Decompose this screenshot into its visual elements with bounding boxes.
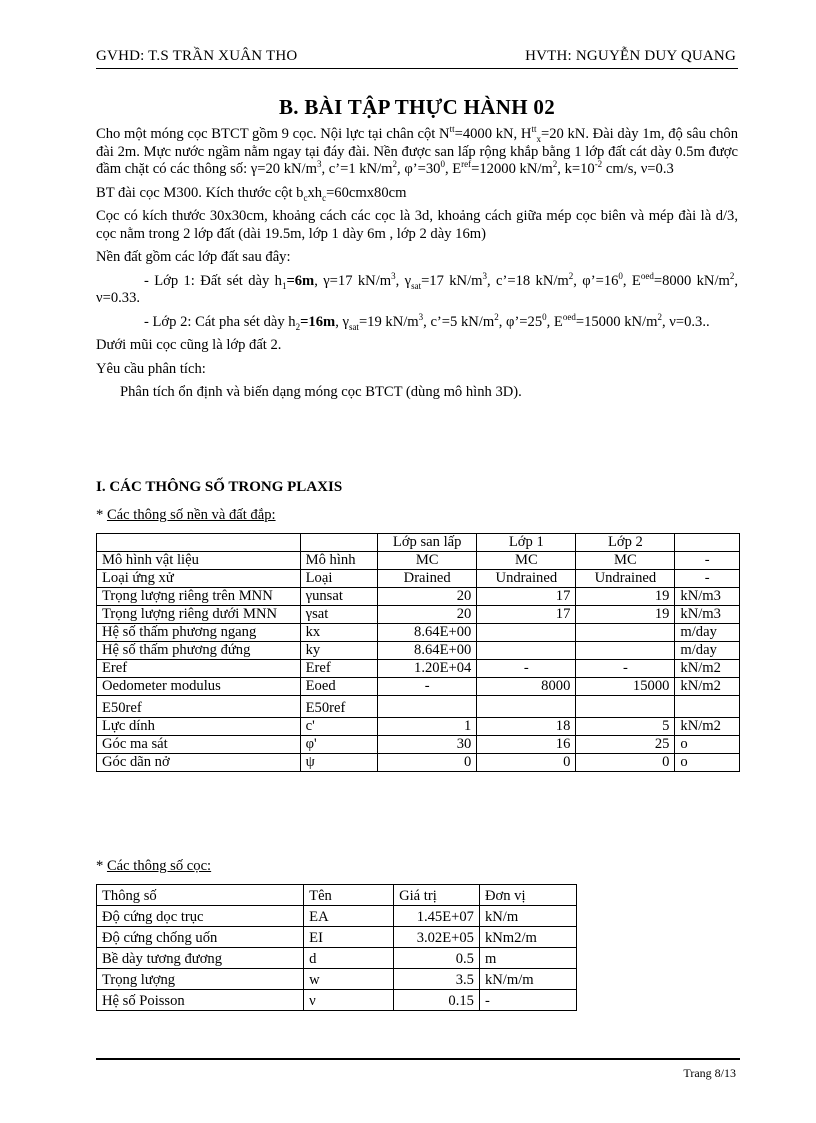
paragraph-1: Cho một móng cọc BTCT gồm 9 cọc. Nội lực tại chân cột $N^{tt}=4000$ kN, $H^{tt}_x=20$ kN. Đài dày 1m, độ sâu chôn đài 2m. Mực nước ngầm nằm ngay tại đáy đài. Nền được san lấp rộng khắp bằng 1 lớp đất cát dày 0.5m được đầm chặt có các thông số: γ=20 $kN/m^3$, c’=1 $kN/m^2$, $\varphi’=30^0$, $E^{ref}=12000$ $kN/m^2$, $k=10^{-2}$ cm/s, ν=0.3 [96,124,739,177]
table-row: Trọng lượng riêng dưới MNN γsat 20 17 19 kN/m3 [97,606,740,624]
paragraph-3: Cọc có kích thước 30x30cm, khoảng cách các cọc là 3d, khoảng cách giữa mép cọc biên và mép đài là d/3, cọc nằm trong 2 lớp đất (dài 19.5m, lớp 1 dày 6m , lớp 2 dày 16m) [96,208,738,242]
soil-table-caption: * Các thông số nền và đất đắp: [96,507,276,523]
paragraph-6: Yêu cầu phân tích: [96,360,206,377]
soil-parameters-table [96,533,740,772]
pile-table-caption: * Các thông số cọc: [96,858,212,874]
layer-1-description: - Lớp 1: Đất sét dày $h_1=6m$, γ=17 $kN/m^3$, $\gamma_{sat}=17$ $kN/m^3$, c’=18 $kN/m^2$, $\varphi’=16^0$, $E^{oed}=8000$ $kN/m^2$, ν=0.33. [96,270,739,306]
table-row: Độ cứng dọc trục EA 1.45E+07 kN/m [97,906,577,927]
page-number: Trang 8/13 [683,1066,736,1080]
pile-parameters-table [96,884,577,1011]
problem-statement [96,126,738,408]
page-header [96,46,738,69]
table-row: Loại ứng xử Loại Drained Undrained Undrained - [97,570,740,588]
section-title: I. CÁC THÔNG SỐ TRONG PLAXIS [96,479,343,495]
table-row: Hệ số thấm phương đứng ky 8.64E+00 m/day [97,642,740,660]
paragraph-4: Nền đất gồm các lớp đất sau đây: [96,249,291,265]
table-row: Góc dãn nở ψ 0 0 0 o [97,754,740,772]
paragraph-7: Phân tích ổn định và biến dạng móng cọc BTCT (dùng mô hình 3D). [120,384,522,400]
table-row: Eref Eref 1.20E+04 - - kN/m2 [97,660,740,678]
table-row: Độ cứng chống uốn EI 3.02E+05 kNm2/m [97,927,577,948]
table-row: Lực dính c' 1 18 5 kN/m2 [97,718,740,736]
layer-2-description: - Lớp 2: Cát pha sét dày $h_2=16m$, $\gamma_{sat}=19$ $kN/m^3$, c’=5 $kN/m^2$, $\varphi’=25^0$, $E^{oed}=15000$ $kN/m^2$, ν=0.3.. [144,311,710,332]
table-row: Hệ số thấm phương ngang kx 8.64E+00 m/day [97,624,740,642]
table-row: Hệ số Poisson ν 0.15 - [97,990,577,1011]
table-header-row: Lớp san lấp Lớp 1 Lớp 2 [97,534,740,552]
paragraph-2: BT đài cọc M300. Kích thước cột $b_cxh_c=60cmx80cm$ [96,184,407,203]
paragraph-5: Dưới mũi cọc cũng là lớp đất 2. [96,337,282,353]
header-student: HVTH: NGUYỄN DUY QUANG [525,48,736,64]
page-title: B. BÀI TẬP THỰC HÀNH 02 [278,95,556,119]
table-header-row: Thông số Tên Giá trị Đơn vị [97,885,577,906]
table-row: Mô hình vật liệu Mô hình MC MC MC - [97,552,740,570]
header-instructor: GVHD: T.S TRẦN XUÂN THO [96,48,298,64]
table-row: E50ref E50ref [97,696,740,718]
table-row: Oedometer modulus Eoed - 8000 15000 kN/m2 [97,678,740,696]
page-footer [96,1058,740,1080]
table-row: Trọng lượng w 3.5 kN/m/m [97,969,577,990]
table-row: Trọng lượng riêng trên MNN γunsat 20 17 19 kN/m3 [97,588,740,606]
table-row: Bề dày tương đương d 0.5 m [97,948,577,969]
table-row: Góc ma sát φ' 30 16 25 o [97,736,740,754]
